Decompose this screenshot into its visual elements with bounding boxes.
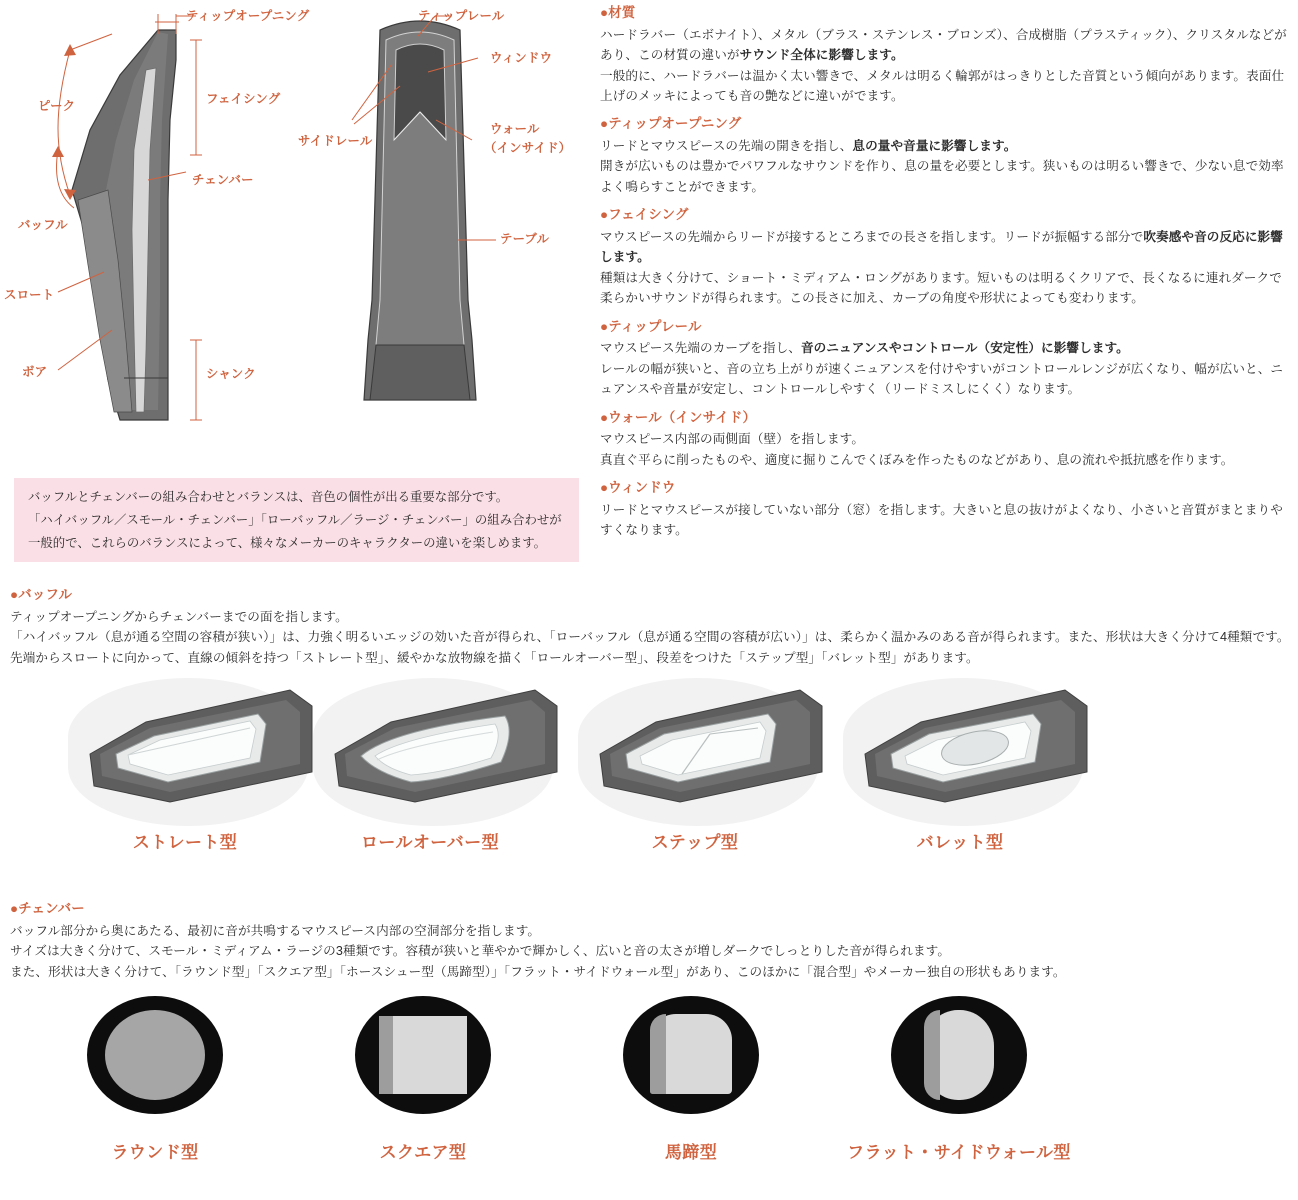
baffle-figure-step [560, 676, 830, 871]
label-window: ウィンドウ [490, 51, 553, 65]
baffle-figure-bullet [825, 676, 1095, 871]
label-chamber: チェンバー [192, 173, 254, 187]
side-view-drawing [0, 0, 300, 470]
section-window [600, 479, 1290, 541]
section-wall [600, 409, 1290, 471]
baffle-caption-straight: ストレート型 [132, 832, 238, 852]
baffle-caption-step: ステップ型 [651, 832, 739, 852]
section-chamber-p3: また、形状は大きく分けて、「ラウンド型」「スクエア型」「ホースシュー型（馬蹄型）」「フラット・サイドウォール型」があり、このほかに「混合型」やメーカー独自の形状もあります。 [10, 964, 1066, 979]
label-baffle: バッフル [18, 218, 68, 232]
chamber-inner-horseshoe-shade [650, 1014, 666, 1094]
section-tip-opening-p1: リードとマウスピースの先端の開きを指し、息の量や音量に影響します。 [600, 139, 1017, 154]
section-material-p2: 一般的に、ハードラバーは温かく太い響きで、メタルは明るく輪郭がはっきりとした音質という傾向があります。表面仕上げのメッキによっても音の艶などに違いがでます。 [600, 68, 1285, 103]
chamber-figure-flat-sidewall [814, 996, 1104, 1176]
section-tip-rail [600, 318, 1290, 400]
section-tip-rail-p2: レールの幅が狭いと、音の立ち上がりが速くニュアンスを付けやすいがコントロールレンジが広くなり、幅が広いと、ニュアンスや音量が安定し、コントロールしやすく（リードミスしにくく）なります。 [600, 361, 1284, 397]
label-peak: ピーク [38, 99, 76, 113]
section-baffle [10, 586, 1290, 871]
baffle-figure-straight [50, 676, 320, 871]
section-facing-p2: 種類は大きく分けて、ショート・ミディアム・ロングがあります。短いものは明るくクリアで、長くなるに連れダークで柔らかいサウンドが得られます。この長さに加え、カーブの角度や形状によっても変わります。 [600, 270, 1282, 306]
baffle-caption-bullet: バレット型 [916, 832, 1004, 852]
baffle-figure-rollover [295, 676, 565, 871]
section-material-heading: ●材質 [600, 5, 636, 20]
chamber-figure-horseshoe [546, 996, 836, 1176]
note-line-3: 一般的で、これらのバランスによって、様々なメーカーのキャラクターの違いを楽しめます。 [28, 536, 547, 551]
section-tip-rail-heading: ●ティップレール [600, 318, 702, 334]
label-side-rail: サイドレール [298, 134, 373, 148]
label-bore: ボア [22, 365, 48, 379]
chamber-figure-square [278, 996, 568, 1176]
label-facing: フェイシング [206, 92, 281, 106]
section-facing [600, 206, 1290, 308]
baffle-bullet-drawing [825, 676, 1095, 826]
section-baffle-p1: ティップオープニングからチェンバーまでの面を指します。 [10, 609, 348, 624]
baffle-rollover-drawing [295, 676, 565, 826]
section-baffle-p2: 「ハイバッフル（息が通る空間の容積が狭い）」は、力強く明るいエッジの効いた音が得られ、「ローバッフル（息が通る空間の容積が広い）」は、柔らかく温かみのある音が得られます。また、形状は大きく分けて4種類です。先端からスロートに向かって、直線の傾斜を持つ「ストレート型」、緩やかな放物線を描く「ロールオーバー型」、段差をつけた「ステップ型」「バレット型」があります。 [10, 630, 1290, 665]
baffle-caption-rollover: ロールオーバー型 [360, 832, 499, 852]
chamber-inner-round [105, 1010, 205, 1100]
section-chamber-heading: ●チェンバー [10, 901, 85, 916]
section-tip-opening-heading: ●ティップオープニング [600, 116, 742, 132]
baffle-straight-drawing [50, 676, 320, 826]
label-tip-opening: ティップオープニング [186, 9, 310, 23]
section-chamber [10, 900, 1290, 1176]
section-chamber-p2: サイズは大きく分けて、スモール・ミディアム・ラージの3種類です。容積が狭いと華やかで輝かしく、広いと音の太さが増しダークでしっとりした音が得られます。 [10, 944, 951, 959]
note-box [14, 478, 579, 562]
note-line-1: バッフルとチェンバーの組み合わせとバランスは、音色の個性が出る重要な部分です。 [28, 490, 509, 504]
label-wall: ウォール [490, 122, 540, 136]
label-shank: シャンク [206, 367, 256, 381]
section-tip-opening [600, 115, 1290, 197]
label-table: テーブル [500, 232, 550, 246]
section-window-p1: リードとマウスピースが接していない部分（窓）を指します。大きいと息の抜けがよくなり、小さいと音質がまとまりやすくなります。 [600, 502, 1283, 538]
chamber-inner-square-shade [379, 1016, 393, 1094]
section-wall-p2: 真直ぐ平らに削ったものや、適度に掘りこんでくぼみを作ったものなどがあり、息の流れや抵抗感を作ります。 [600, 452, 1234, 467]
section-baffle-heading: ●バッフル [10, 587, 73, 602]
mouthpiece-diagram [0, 0, 598, 470]
baffle-figure-row [10, 676, 1298, 871]
chamber-caption-flat-sidewall: フラット・サイドウォール型 [847, 1142, 1071, 1162]
section-wall-heading: ●ウォール（インサイド） [600, 409, 757, 425]
label-throat: スロート [4, 288, 55, 302]
section-tip-opening-p2: 開きが広いものは豊かでパワフルなサウンドを作り、息の量を必要とします。狭いものは明るい響きで、少ない息で効率よく鳴らすことができます。 [600, 159, 1284, 194]
chamber-caption-round: ラウンド型 [111, 1142, 199, 1162]
section-window-heading: ●ウィンドウ [600, 480, 676, 496]
chamber-caption-horseshoe: 馬蹄型 [664, 1142, 718, 1162]
label-wall-inside: （インサイド） [484, 141, 572, 155]
note-line-2: 「ハイバッフル／スモール・チェンバー」「ローバッフル／ラージ・チェンバー」の組み合わせが [28, 513, 562, 528]
section-chamber-p1: バッフル部分から奥にあたる、最初に音が共鳴するマウスピース内部の空洞部分を指します。 [10, 923, 541, 938]
section-wall-p1: マウスピース内部の両側面（壁）を指します。 [600, 432, 865, 447]
section-facing-heading: ●フェイシング [600, 207, 689, 223]
section-tip-rail-p1: マウスピース先端のカーブを指し、音のニュアンスやコントロール（安定性）に影響します。 [600, 341, 1129, 356]
explanation-column [600, 4, 1290, 550]
label-tip-rail: ティップレール [418, 9, 505, 23]
section-material [600, 4, 1290, 106]
section-material-p1: ハードラバー（エボナイト）、メタル（ブラス・ステンレス・ブロンズ）、合成樹脂（プラスティック）、クリスタルなどがあり、この材質の違いがサウンド全体に影響します。 [600, 27, 1287, 63]
baffle-step-drawing [560, 676, 830, 826]
chamber-inner-flat-shade [924, 1010, 940, 1100]
chamber-figure-round [10, 996, 300, 1176]
chamber-figure-row [10, 996, 1298, 1176]
chamber-caption-square: スクエア型 [379, 1142, 467, 1162]
section-facing-p1: マウスピースの先端からリードが接するところまでの長さを指します。リードが振幅する部分で吹奏感や音の反応に影響します。 [600, 230, 1283, 265]
